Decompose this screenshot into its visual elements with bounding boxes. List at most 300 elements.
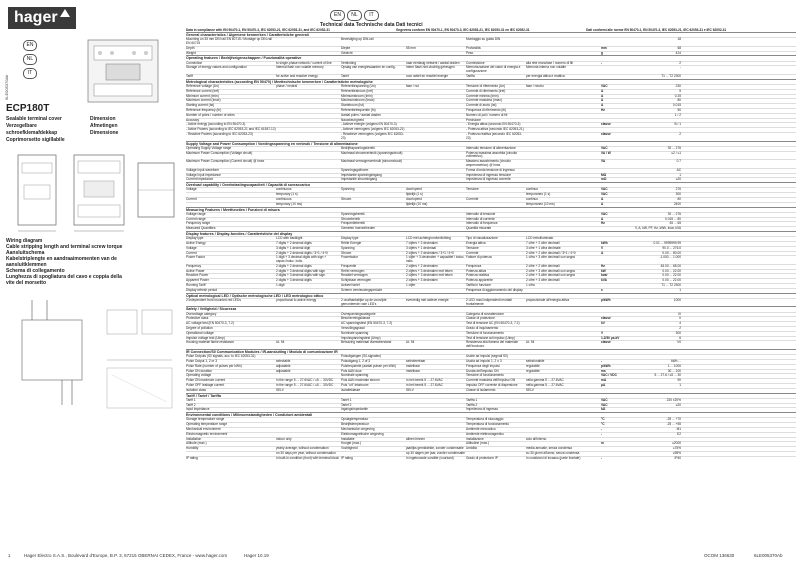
cell-en-label: Connection bbox=[186, 60, 203, 65]
cell-nl-value bbox=[406, 133, 466, 141]
cell-en-label: Reactive Power bbox=[186, 273, 209, 278]
cell-nl-label: Stroombereik bbox=[341, 216, 360, 221]
page-title: Technical data Technische data Dati tecnici bbox=[320, 22, 423, 28]
revision: Hager 10.19 bbox=[244, 553, 269, 558]
cell-en-label: - Active energy (according to EN 50470-3) bbox=[186, 122, 246, 127]
cell-it-value bbox=[526, 104, 601, 108]
cell-en-value: 3 digits + 1 decimal digit bbox=[276, 245, 311, 250]
cell-en-label: Running Tariff bbox=[186, 283, 206, 288]
cell-en-value: proportional to active energy bbox=[276, 297, 317, 302]
cell-it-value: 2 cifre + 2 cifre decimali / 3+1 / 4+0 bbox=[526, 250, 576, 255]
cell-nl-label: Stroom bbox=[341, 196, 352, 201]
cell-en-label: Pulse OFF leakage current bbox=[186, 383, 225, 388]
cell-nl-label: AC spanningstest (EN 50470-3, 7.2) bbox=[341, 321, 393, 326]
table-row bbox=[186, 298, 796, 307]
wiring-diagram-title bbox=[6, 238, 186, 286]
cell-it-value: SELV bbox=[526, 387, 534, 392]
column-header-nl: Gegevens conform EN 50470-1, EN 50470-3, IEC 62053-21, IEC 62053-31 en IEC 62052-31 bbox=[395, 28, 530, 32]
cell-en-label: Starting current (Ist) bbox=[186, 103, 215, 108]
cell-value: 1 ... 1000 bbox=[667, 363, 681, 368]
cell-en-label: Power Factor bbox=[186, 255, 205, 260]
cell-en-value: 7 digits + 2 decimal digits bbox=[276, 240, 312, 245]
table-row bbox=[186, 132, 796, 141]
cell-it-label: Tensione di funzionamento bbox=[466, 330, 504, 335]
cell-it-value bbox=[526, 52, 601, 56]
cell-en-value: continuous bbox=[276, 187, 292, 192]
cell-value bbox=[631, 389, 681, 393]
cell-nl-value: op 30 dagen per jaar, zonder condensatie bbox=[406, 451, 465, 455]
cell-unit bbox=[601, 256, 631, 264]
cell-it-value bbox=[526, 38, 601, 46]
cell-en-label: Housing material flame resistance bbox=[186, 340, 235, 345]
cell-en-value bbox=[276, 119, 341, 123]
cell-it-value bbox=[526, 222, 601, 226]
cell-nl-value bbox=[406, 313, 466, 317]
cell-nl-label: Impedantie stroomingang bbox=[341, 177, 377, 182]
wiring-line: Aansluitschema bbox=[6, 250, 45, 256]
cell-unit: MΩ bbox=[601, 172, 607, 177]
cell-it-value: regolabile bbox=[526, 363, 540, 368]
company-address: Hager Electro S.A.S., Boulevard d'Europe, B.P. 3, 67215 OBERNAI CEDEX, France - www.hager.com bbox=[24, 553, 228, 558]
cell-nl-value bbox=[406, 408, 466, 412]
cell-unit: VAC bbox=[601, 145, 608, 150]
cell-nl-value: in het bereik 5 ... 27.6VAC bbox=[406, 383, 443, 388]
cell-nl-value bbox=[406, 423, 466, 427]
cell-value: 0.00 ... 80.00 bbox=[662, 250, 681, 255]
cell-nl-label: Mechanische omgeving bbox=[341, 427, 375, 432]
cell-unit: kV bbox=[601, 321, 605, 326]
wiring-line: aansluitklemmen bbox=[6, 262, 47, 268]
cell-it-value bbox=[526, 418, 601, 422]
cell-value: V0 bbox=[677, 340, 681, 345]
cell-unit: p/kWh bbox=[601, 363, 611, 368]
cell-en-label: Current range bbox=[186, 216, 206, 221]
cell-unit: A bbox=[601, 201, 604, 206]
cell-it-label: Massimo assorbimento (circuito amperometrico) @ Imax bbox=[466, 159, 511, 167]
cell-nl-label: Reëel vermogen bbox=[341, 268, 365, 273]
cell-nl-value: tijdelijk (10 ms) bbox=[406, 201, 428, 206]
cell-it-value bbox=[526, 227, 601, 231]
cell-it-value: LCD retroilluminato bbox=[526, 236, 554, 241]
cell-en-label: Voltage input impedance bbox=[186, 172, 221, 177]
cell-en-label: Active Power bbox=[186, 268, 205, 273]
cell-value: AC bbox=[676, 167, 681, 172]
cell-it-label bbox=[466, 203, 526, 207]
cell-it-value bbox=[526, 327, 601, 331]
cell-it-value bbox=[526, 404, 601, 408]
cell-unit: mA bbox=[601, 378, 607, 383]
desc-line: Coprimorsetto sigillabile bbox=[6, 137, 65, 143]
cell-nl-value: evenredig met actieve energie bbox=[406, 297, 449, 302]
cell-nl-value bbox=[406, 337, 466, 341]
cell-en-value: temporary (1 s) bbox=[276, 192, 298, 197]
cell-it-value: fase / neutro bbox=[526, 83, 544, 88]
cell-it-label: Classe di isolamento bbox=[466, 387, 496, 392]
cell-unit bbox=[601, 114, 631, 118]
cell-nl-value: 2 cijfers + 2 decimalen bbox=[406, 263, 438, 268]
cell-it-value: 2 cifre + 3 cifre decimali con segno bbox=[526, 268, 576, 273]
cell-unit: VAC bbox=[601, 402, 608, 407]
cell-nl-label: Impedantie spanningsingang bbox=[341, 172, 382, 177]
table-row bbox=[186, 37, 796, 46]
cell-en-label: Current bbox=[186, 250, 197, 255]
cell-it-label: Frequenza di riferimento (fn) bbox=[466, 107, 507, 112]
cell-nl-label: Overspanningscategorie bbox=[341, 311, 376, 316]
cell-value: 1000 bbox=[673, 297, 681, 302]
cell-unit bbox=[601, 75, 631, 79]
cell-it-label: Forma d'onda tensione di ingresso bbox=[466, 167, 515, 172]
cell-it-value: UL 94 bbox=[526, 340, 535, 345]
cell-value: 0.015 bbox=[673, 103, 681, 108]
cell-nl-label: Diepte bbox=[341, 45, 351, 50]
cell-value: 0.00 ... 22.00 bbox=[662, 273, 681, 278]
cell-it-value: 1 cifra + 3 cifre decimali con segno bbox=[526, 255, 576, 260]
cell-en-label: Isolation class bbox=[186, 387, 207, 392]
cell-it-label: Categoria di sovratensione bbox=[466, 311, 504, 316]
cell-nl-label: Nauwkeurigheid bbox=[341, 117, 364, 122]
cell-nl-value: 1 cijfer + 3 decimalen + capacitief / induc. indic. bbox=[406, 255, 465, 264]
cell-it-value bbox=[526, 174, 601, 178]
cell-value: 0.00 ... 22.00 bbox=[662, 278, 681, 283]
cell-nl-label: Puls "uit" lekstroom bbox=[341, 383, 369, 388]
cell-it-label: Tipo di visualizzazione bbox=[466, 236, 498, 241]
cell-nl-value: Intern flash niet-vluchtig geheugen bbox=[406, 65, 455, 70]
cell-nl-label: Hoogte (max.) bbox=[341, 441, 362, 446]
cell-unit: kWh bbox=[601, 240, 608, 245]
wiring-line: Schema di collegamento bbox=[6, 268, 65, 274]
cell-en-value bbox=[276, 213, 341, 217]
cell-it-label: Intervallo di tensione bbox=[466, 211, 496, 216]
cell-it-label: Fattore di potenza bbox=[466, 255, 492, 260]
cell-value: 0.01 ... 9999999.99 bbox=[653, 240, 681, 245]
cell-en-label: - Reactive Powers (according to IEC 62053-23) bbox=[186, 131, 253, 136]
language-badges bbox=[330, 10, 379, 21]
cell-en-label: Reference voltage (Un) bbox=[186, 83, 219, 88]
cell-nl-label: Scherm vernieuwingsperiode bbox=[341, 287, 383, 292]
page-footer bbox=[8, 553, 794, 558]
cell-unit: VAC / VDC bbox=[601, 373, 617, 378]
cell-nl-label: Spanningsbereik bbox=[341, 211, 365, 216]
cell-en-label: Voltage bbox=[186, 187, 197, 192]
cell-nl-value bbox=[406, 99, 466, 103]
cell-en-label: Operating temperature range bbox=[186, 422, 228, 427]
cell-value: 90 bbox=[677, 378, 681, 383]
cell-value: E2 bbox=[677, 431, 681, 436]
cell-en-label: Maximum Power Consumption (Current circuit) @ Imax bbox=[186, 159, 265, 164]
cell-value: 80 bbox=[677, 196, 681, 201]
cell-nl-label: Maximaal stroomverbruik (spanningscircuit) bbox=[341, 150, 403, 155]
cell-en-value bbox=[276, 147, 341, 151]
cell-en-label: Measured Quantities bbox=[186, 226, 216, 231]
cell-en-value bbox=[276, 289, 341, 293]
lang-badge-it: IT bbox=[364, 10, 379, 21]
cell-nl-value: fase / nul bbox=[406, 83, 419, 88]
cell-unit bbox=[601, 38, 631, 46]
cell-value: T1 ... T2 2300 bbox=[661, 73, 681, 78]
cell-en-value: indoor only bbox=[276, 436, 292, 441]
cell-it-label: Connessione bbox=[466, 60, 485, 65]
cell-value: -25 ... +55 bbox=[666, 422, 681, 427]
lang-badge-en: EN bbox=[330, 10, 345, 21]
cell-en-label: Electromagnetic environment bbox=[186, 431, 228, 436]
cell-unit bbox=[601, 284, 631, 288]
cell-it-label: Impedenza di ingresso tensione bbox=[466, 172, 512, 177]
cell-en-value bbox=[276, 399, 341, 403]
cell-unit: A bbox=[601, 88, 604, 93]
cell-en-value bbox=[276, 337, 341, 341]
cell-value: ≤75% bbox=[672, 446, 681, 451]
cell-nl-label: Referentiestroom (Iref) bbox=[341, 88, 374, 93]
cell-unit: VA bbox=[601, 159, 606, 164]
cell-nl-value: selecteerbaar bbox=[406, 359, 426, 364]
cell-nl-label: Vochtigheid bbox=[341, 446, 358, 451]
cell-unit: VAC bbox=[601, 397, 608, 402]
cell-it-value bbox=[526, 152, 601, 160]
cell-it-label: Impedenza di ingresso bbox=[466, 407, 499, 412]
cell-value bbox=[631, 408, 681, 412]
cell-unit: A bbox=[601, 250, 604, 255]
column-header-it: Dati conformi alle norme EN 50470-1, EN 50470-3, IEC 62053-21, IEC 62053-31 e IEC 62052-31 bbox=[586, 28, 727, 32]
cell-nl-value bbox=[406, 109, 466, 113]
cell-value: 0.25 bbox=[674, 93, 681, 98]
cell-en-label: Input impedance bbox=[186, 407, 210, 412]
table-section-heading: General characteristics / Algemene kenmerken / Caratteristiche generali bbox=[186, 32, 796, 37]
cell-unit bbox=[601, 169, 631, 173]
cell-nl-value: 3 cijfers + 1 decimaal bbox=[406, 245, 437, 250]
cell-it-value bbox=[526, 95, 601, 99]
cell-en-value bbox=[276, 99, 341, 103]
cell-unit: - bbox=[601, 427, 603, 432]
cell-it-label: Tariffa 2 bbox=[466, 402, 478, 407]
cell-en-value bbox=[276, 38, 341, 46]
lang-badge-it: IT bbox=[23, 68, 37, 79]
cell-en-label: Weight bbox=[186, 50, 196, 55]
cell-it-label: Installazione bbox=[466, 436, 484, 441]
cell-value: 2 bbox=[679, 131, 681, 136]
cell-unit bbox=[601, 66, 631, 74]
cell-nl-label: Pulsuitgangen (S0-signalen) bbox=[341, 354, 382, 359]
cell-it-label: Tensione di funzionamento bbox=[466, 373, 504, 378]
cell-en-label: Altitude (max.) bbox=[186, 441, 207, 446]
cell-nl-label: Beschermingsklasse bbox=[341, 316, 371, 321]
cell-nl-label: Spanningsgolfvorm bbox=[341, 167, 369, 172]
cell-value: 1 bbox=[679, 287, 681, 292]
cell-nl-value bbox=[406, 38, 466, 46]
cell-it-value: 3 cifre + 1 cifra decimale bbox=[526, 245, 561, 250]
cell-nl-value: in ingebouwde conditie (voorkant) bbox=[406, 455, 454, 460]
cell-it-label: Grado di protezione IP bbox=[466, 455, 498, 460]
cell-unit bbox=[601, 438, 631, 442]
cell-en-value bbox=[276, 218, 341, 222]
cell-it-label: Ambiente meccanico bbox=[466, 427, 496, 432]
cell-it-value bbox=[526, 114, 601, 118]
cell-it-value: 2 cifre + 2 cifre decimali bbox=[526, 263, 560, 268]
cell-value: 80 bbox=[677, 98, 681, 103]
cell-nl-value bbox=[406, 428, 466, 432]
cell-it-label: 2 LED rossi indipendenti montati frontalmente bbox=[466, 297, 512, 306]
cell-en-label: Accuracy bbox=[186, 117, 200, 122]
cell-value: kWh ... bbox=[671, 359, 681, 364]
cell-en-value bbox=[276, 95, 341, 99]
cell-en-value bbox=[276, 128, 341, 132]
cell-unit: p/kWh bbox=[601, 297, 611, 302]
cell-it-value: 2 cifre + 3 cifre decimali con segno bbox=[526, 273, 576, 278]
cell-en-value: SELV bbox=[276, 387, 284, 392]
cell-value: 300 bbox=[675, 192, 681, 197]
cell-it-value: temporaneo (10 ms) bbox=[526, 201, 555, 206]
cell-it-label: Classe di protezione bbox=[466, 316, 495, 321]
cell-it-value bbox=[526, 428, 601, 432]
cell-en-label: Pulse Output 1, 2 or 3 bbox=[186, 359, 218, 364]
cell-nl-label: IP rating bbox=[341, 455, 353, 460]
table-body bbox=[186, 32, 796, 461]
cell-nl-label: 2 onafhankelijke op de voorzijde gemonteerde rode LED's bbox=[341, 297, 387, 306]
cell-nl-label: Referentiespanning (Un) bbox=[341, 83, 376, 88]
cell-en-value bbox=[276, 222, 341, 226]
cell-en-label: Protective class bbox=[186, 316, 209, 321]
cell-it-value: Memoria interna non volatile bbox=[526, 65, 567, 70]
cell-it-label: Corrente massima dell'impulso ON bbox=[466, 378, 516, 383]
cell-unit bbox=[601, 452, 631, 456]
cell-en-label: Pulse Rate (number of pulses per kWh) bbox=[186, 363, 242, 368]
cell-nl-value: 7 cijfers + 2 decimalen bbox=[406, 240, 438, 245]
cell-nl-value bbox=[406, 119, 466, 123]
cell-value: V, A, kW, PF, Hz, kWh, kvar, kVA bbox=[634, 226, 681, 231]
cell-it-label: Corrente di avvio (Ist) bbox=[466, 103, 497, 108]
cell-nl-label: Impulsspanningstest (Uimp) bbox=[341, 335, 381, 340]
cell-value: 90.0 ... 276.0 bbox=[662, 245, 681, 250]
cell-en-value: temporary (10 ms) bbox=[276, 201, 303, 206]
cell-it-label: Tensione bbox=[466, 187, 479, 192]
cell-nl-label: Isolatieklasse bbox=[341, 387, 361, 392]
technical-data-table bbox=[186, 28, 796, 461]
cell-en-label: - Active Powers (according to IEC 62053-21 and IEC 61557-12) bbox=[186, 127, 276, 132]
cell-nl-value: SELV bbox=[406, 387, 414, 392]
cell-it-label: - Energia attiva (secondo EN 50470-3) bbox=[466, 122, 521, 127]
cell-it-value bbox=[526, 147, 601, 151]
cell-en-value bbox=[276, 418, 341, 422]
lang-badge-en: EN bbox=[23, 40, 37, 51]
dimension-title bbox=[90, 116, 118, 137]
cell-en-value bbox=[276, 109, 341, 113]
cell-it-label: Precisione bbox=[466, 117, 481, 122]
cell-en-value: phase / neutral bbox=[276, 83, 298, 88]
cell-it-value bbox=[526, 133, 601, 141]
cell-nl-value bbox=[406, 327, 466, 331]
cell-nl-label: Installatie bbox=[341, 436, 355, 441]
cell-en-value: UL 94 bbox=[276, 340, 285, 345]
wiring-line: Lunghezza di spogliatura del cavo e coppia della bbox=[6, 274, 122, 280]
cell-value: ≤20 bbox=[675, 177, 681, 182]
cell-value: 2400 bbox=[673, 201, 681, 206]
document-number: OCOM 136630 bbox=[704, 553, 735, 558]
cell-value: 2 bbox=[679, 60, 681, 65]
cell-en-label: Display refresh period bbox=[186, 287, 218, 292]
cell-en-value: 1 digit + 3 decimal digits with sign + capac./induc. indic. bbox=[276, 255, 327, 264]
cell-en-label: Voltage input waveform bbox=[186, 167, 220, 172]
cell-unit: V bbox=[601, 330, 604, 335]
table-section-heading: Tariff / Tarief / Tariffa bbox=[186, 393, 796, 398]
cell-nl-label: Vervuilingsgraad bbox=[341, 326, 365, 331]
cell-en-label: Mechanical environment bbox=[186, 427, 221, 432]
cell-it-label: Impulso OFF corrente di dispersione bbox=[466, 383, 518, 388]
cell-unit: s bbox=[601, 287, 603, 292]
cell-en-value: 2 digits + 3 decimal digits with sign bbox=[276, 268, 325, 273]
cell-it-label: Potenza apparente bbox=[466, 278, 493, 283]
cell-nl-label bbox=[341, 203, 406, 207]
cell-en-label: Pulse Outputs (S0 signals, acc. to IEC 62053-31) bbox=[186, 354, 256, 359]
cell-nl-value: 2 cijfers + 2 decimalen / 3+1 / 4+0 bbox=[406, 250, 454, 255]
cell-nl-value bbox=[406, 227, 466, 231]
cell-it-label: Corrente minima (Imin) bbox=[466, 93, 499, 98]
cell-value: 5 ... 27.6 / ≤5 ... 30 bbox=[654, 373, 681, 378]
cell-nl-label: Startstroom (Ist) bbox=[341, 103, 364, 108]
cell-nl-value: 2 cijfers + 3 decimalen met teken bbox=[406, 273, 453, 278]
wiring-line: Cable stripping length and terminal screw torque bbox=[6, 244, 123, 250]
lang-badge-nl: NL bbox=[347, 10, 362, 21]
cell-unit: kvar bbox=[601, 273, 608, 278]
cell-unit: - bbox=[601, 359, 603, 364]
cell-it-value: su 30 giorni all'anno, senza condensa bbox=[526, 451, 580, 455]
cell-value: 45.00 ... 65.00 bbox=[660, 263, 681, 268]
cell-unit: mm bbox=[601, 45, 607, 50]
wiring-line: vite del morsetto bbox=[6, 280, 47, 286]
cell-en-label: Storage temperature range bbox=[186, 417, 225, 422]
cell-nl-label: Bevestiging op DIN-rail bbox=[341, 37, 374, 42]
cell-it-value bbox=[526, 423, 601, 427]
cell-en-label: Tariff 1 bbox=[186, 397, 196, 402]
cell-en-value: in the range 5 ... 27.6VAC / ≤5 ... 30VDC bbox=[276, 378, 334, 383]
cell-it-label: Uscita ad impulsi 1, 2 o 3 bbox=[466, 359, 502, 364]
cell-value: ≤95% bbox=[672, 451, 681, 455]
cell-unit: mΩ bbox=[601, 177, 607, 182]
desc-line: schroefklemafdekkap bbox=[6, 130, 58, 136]
cell-en-value: Internal flash non volatile memory bbox=[276, 65, 324, 70]
cell-it-value: in condizioni di incasso (parte frontale) bbox=[526, 455, 581, 460]
table-section-heading: Metrological characteristics (according EN 50470) / Meettechnische kenmerken / Caratteristiche metrologiche bbox=[186, 79, 796, 84]
cell-en-value bbox=[276, 133, 341, 141]
cell-unit: classe bbox=[601, 131, 611, 136]
cell-en-value: 1 digit bbox=[276, 283, 285, 288]
cell-nl-label: Minimumstroom (Imin) bbox=[341, 93, 373, 98]
cell-nl-label: Referentiefrequentie (fn) bbox=[341, 107, 376, 112]
cell-it-label: Altitudine (max.) bbox=[466, 441, 490, 446]
cell-en-value: 2 digits + 3 decimal digits with sign bbox=[276, 273, 325, 278]
cell-unit: 1.2/50 μs-kV bbox=[601, 335, 620, 340]
cell-nl-label: Opslagtemperatuur bbox=[341, 417, 369, 422]
cell-en-value: selectable bbox=[276, 359, 291, 364]
hager-logo: hager bbox=[8, 7, 76, 29]
cell-it-label: Intervallo tensione di alimentazione bbox=[466, 145, 516, 150]
cell-en-label bbox=[186, 203, 276, 207]
cell-nl-value: UL 94 bbox=[406, 340, 415, 345]
cell-it-label: Resistenza alla fiamma del materiale dell'involucro bbox=[466, 340, 519, 349]
cell-en-value bbox=[276, 408, 341, 412]
cell-nl-value bbox=[406, 399, 466, 403]
dim-line: Afmetingen bbox=[90, 123, 118, 129]
cell-unit: Hz bbox=[601, 107, 605, 112]
cell-value: - bbox=[679, 65, 681, 70]
cell-value: 0.7 bbox=[676, 159, 681, 164]
cell-en-value: for active and reactive energy bbox=[276, 73, 318, 78]
cell-it-value: nella gamma 5 ... 27.6VAC bbox=[526, 378, 564, 383]
cell-it-label: Montaggio su guida DIN bbox=[466, 37, 501, 42]
cell-nl-label: - Actieve vermogens (volgens IEC 62053-21) bbox=[341, 127, 405, 132]
cell-unit: VAC bbox=[601, 211, 608, 216]
cell-unit: classe bbox=[601, 316, 611, 321]
cell-unit bbox=[601, 227, 631, 231]
dim-line: Dimension bbox=[90, 116, 116, 122]
